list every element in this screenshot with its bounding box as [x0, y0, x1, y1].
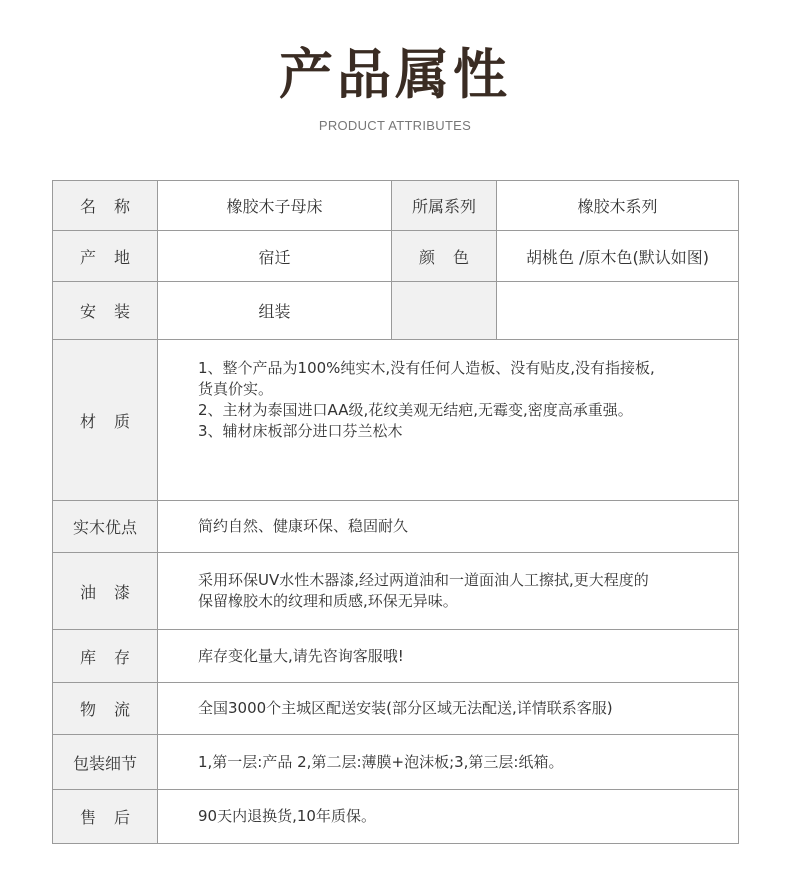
color-label: 颜色: [418, 247, 487, 267]
table-row-logistics: [53, 683, 739, 735]
label-cell: [53, 630, 158, 683]
paint-label: 油漆: [79, 582, 148, 602]
table-row-packaging: [53, 735, 739, 790]
page-title: 产品属性: [279, 43, 511, 106]
packaging-value: 1,第一层:产品 2,第二层:薄膜+泡沫板;3,第三层:纸箱。: [158, 735, 739, 790]
attributes-table: [52, 180, 739, 844]
label-cell: [53, 790, 158, 844]
color-value: 胡桃色 /原木色(默认如图): [497, 231, 739, 282]
install-label: 安装: [79, 302, 148, 321]
packaging-label: 包装细节: [53, 735, 158, 790]
advantage-label: 实木优点: [53, 501, 158, 553]
label-cell: [392, 231, 497, 282]
value-cell: [158, 553, 739, 630]
label-cell: [53, 282, 158, 340]
table-row-name: [53, 181, 739, 231]
name-value: 橡胶木子母床: [158, 181, 392, 231]
advantage-value: 简约自然、健康环保、稳固耐久: [158, 501, 739, 553]
aftersale-value: 90天内退换货,10年质保。: [158, 790, 739, 844]
install-value: 组装: [158, 282, 392, 340]
table-row-origin: [53, 231, 739, 282]
table-row-install: [53, 282, 739, 340]
table-row-stock: [53, 630, 739, 683]
table-row-aftersale: [53, 790, 739, 844]
page-subtitle: PRODUCT ATTRIBUTES: [318, 118, 472, 133]
table-row-paint: [53, 553, 739, 630]
origin-label: 产地: [79, 247, 148, 267]
logistics-value: 全国3000个主城区配送安装(部分区域无法配送,详情联系客服): [158, 683, 739, 735]
series-value: 橡胶木系列: [497, 181, 739, 231]
paint-value: 采用环保UV水性木器漆,经过两道油和一道面油人工擦拭,更大程度的 保留橡胶木的纹理和质感,环保无异味。: [198, 571, 649, 610]
table-row-advantage: [53, 501, 739, 553]
label-cell: [53, 683, 158, 735]
label-cell: [53, 553, 158, 630]
aftersale-label: 售后: [79, 808, 148, 827]
table-row-material: [53, 340, 739, 501]
origin-value: 宿迁: [158, 231, 392, 282]
empty-cell: [497, 282, 739, 340]
logistics-label: 物流: [79, 700, 148, 719]
material-label: 材质: [79, 411, 148, 431]
label-cell: [53, 231, 158, 282]
series-label: 所属系列: [392, 181, 497, 231]
label-cell: [53, 340, 158, 501]
label-cell: [53, 181, 158, 231]
material-value: 1、整个产品为100%纯实木,没有任何人造板、没有贴皮,没有指接板, 货真价实。 2、主材为泰国进口AA级,花纹美观无结疤,无霉变,密度高承重强。 3、辅材床板部分进口芬兰松木: [198, 359, 655, 440]
name-label: 名称: [79, 197, 148, 216]
value-cell: [158, 340, 739, 501]
empty-cell: [392, 282, 497, 340]
stock-value: 库存变化量大,请先咨询客服哦!: [158, 630, 739, 683]
stock-label: 库存: [79, 647, 148, 667]
